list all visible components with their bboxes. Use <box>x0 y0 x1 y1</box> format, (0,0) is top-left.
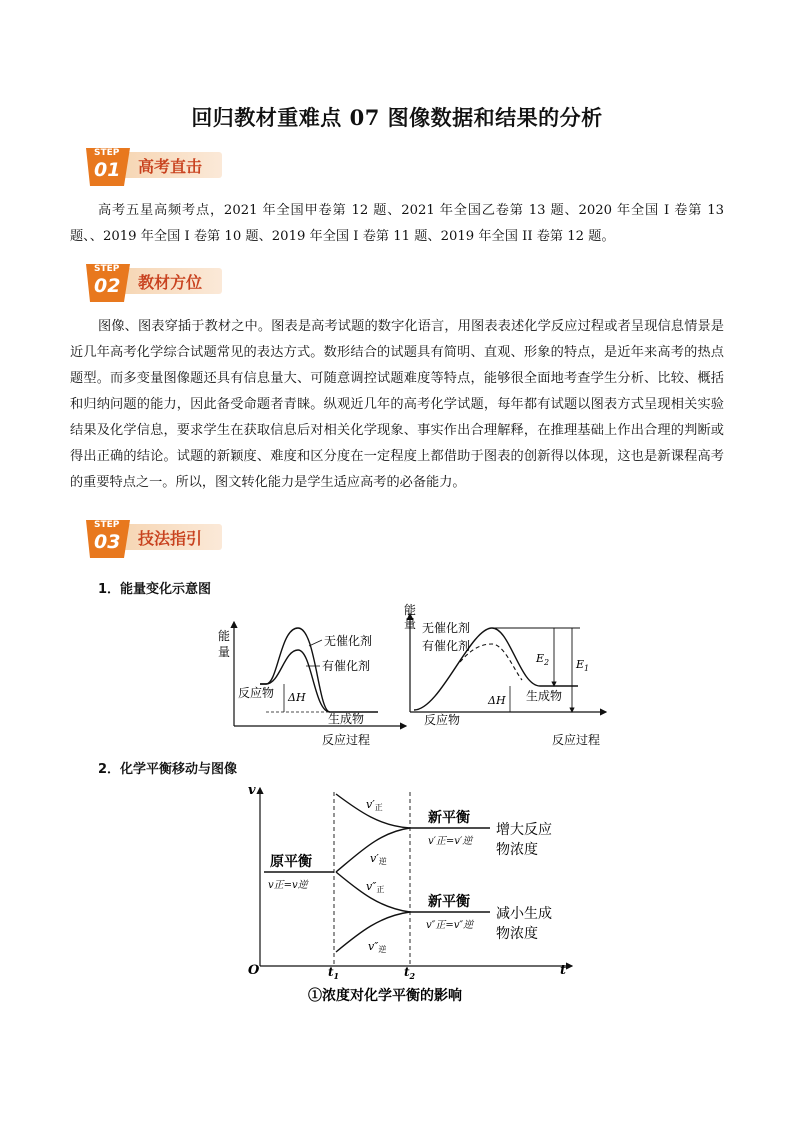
y-label-top: 能 <box>218 629 231 643</box>
section-label: 高考直击 <box>138 157 203 176</box>
energy-diagram-1 <box>210 600 410 750</box>
v-reverse-2-label: v″逆 <box>368 940 387 954</box>
figure-caption: ①浓度对化学平衡的影响 <box>308 988 462 1004</box>
x-axis-label: 反应过程 <box>322 733 371 747</box>
with-catalyst-label: 有催化剂 <box>322 659 371 673</box>
v-forward-2-label: v″正 <box>366 880 385 894</box>
paragraph-textbook: 图像、图表穿插于教材之中。图表是高考试题的数字化语言，用图表表述化学反应过程或者呈现信息情景是近几年高考化学综合试题常见的表达方式。数形结合的试题具有简明、直观、形象的特点，是近年来高考的热点题型。而多变量图像题还具有信息量大、可随意调控试题难度等特点，能够很全面地考查学生分析、比较、概括和归纳问题的能力，因此备受命题者青睐。纵观近几年的高考化学试题，每年都有试题以图表方式呈现相关实验结果及化学信息，要求学生在获取信息后对相关化学现象、事实作出合理解释，在推理基础上作出合理的判断或得出正确的结论。试题的新颖度、难度和区分度在一定程度上都借助于图表的创新得以体现，这也是新课程高考的重要特点之一。所以，图文转化能力是学生适应高考的必备能力。 <box>70 319 724 490</box>
subheading-energy: 1．能量变化示意图 <box>98 582 212 597</box>
step-number: 01 <box>94 159 121 181</box>
reactant-label: 反应物 <box>424 713 461 727</box>
x-axis-label: 反应过程 <box>552 733 601 747</box>
product-label: 生成物 <box>328 712 365 726</box>
step-word: STEP <box>94 520 120 530</box>
t1-label: $t_1$ <box>328 965 340 981</box>
v-axis-label: v <box>248 783 256 798</box>
paragraph-exam: 高考五星高频考点，2021 年全国甲卷第 12 题、2021 年全国乙卷第 13 题、2020 年全国 I 卷第 13 题、、2019 年全国 I 卷第 10 题、2019 年全国 I 卷第 11 题、2019 年全国 II 卷第 12 题。 <box>70 203 724 244</box>
step-number: 02 <box>94 275 121 297</box>
e1-label: $E_1$ <box>576 658 590 673</box>
increase-note-2: 物浓度 <box>496 842 538 858</box>
decrease-note-2: 物浓度 <box>496 926 538 942</box>
y-label-bottom: 量 <box>218 645 231 659</box>
delta-h-label: ΔH <box>488 694 506 707</box>
v-forward-1-label: v′正 <box>366 798 383 812</box>
page-title: 回归教材重难点 07 图像数据和结果的分析 <box>191 105 603 130</box>
decrease-note-1: 减小生成 <box>496 906 552 922</box>
t-axis-label: t <box>560 963 567 978</box>
new-equilibrium-2-label: 新平衡 <box>428 894 470 910</box>
section-header-1 <box>84 146 234 190</box>
product-label: 生成物 <box>526 689 563 703</box>
e2-label: $E_2$ <box>536 652 550 667</box>
no-catalyst-label: 无催化剂 <box>422 621 471 635</box>
step-number: 03 <box>94 531 121 553</box>
new-equilibrium-1-label: 新平衡 <box>428 810 470 826</box>
t2-label: $t_2$ <box>404 965 416 981</box>
new-equilibrium-2-formula: v″正=v″逆 <box>426 920 474 931</box>
section-label: 技法指引 <box>138 529 203 548</box>
section-header-2 <box>84 262 234 306</box>
equilibrium-diagram <box>240 782 580 1010</box>
original-equilibrium-formula: v正=v逆 <box>268 880 308 891</box>
increase-note-1: 增大反应 <box>496 822 552 838</box>
section-label: 教材方位 <box>138 273 203 292</box>
step-word: STEP <box>94 148 120 158</box>
no-catalyst-label: 无催化剂 <box>324 634 373 648</box>
step-word: STEP <box>94 264 120 274</box>
section-header-3 <box>84 518 234 562</box>
y-label-top: 能 <box>404 603 417 617</box>
reactant-label: 反应物 <box>238 686 275 700</box>
origin-label: O <box>248 963 260 978</box>
energy-diagram-2 <box>400 600 610 750</box>
subheading-equilibrium: 2．化学平衡移动与图像 <box>98 762 238 777</box>
delta-h-label: ΔH <box>288 691 306 704</box>
original-equilibrium-label: 原平衡 <box>270 854 312 870</box>
with-catalyst-label: 有催化剂 <box>422 639 471 653</box>
y-label-bottom: 量 <box>404 617 417 631</box>
v-reverse-1-label: v′逆 <box>370 852 387 866</box>
new-equilibrium-1-formula: v′正=v′逆 <box>428 836 473 847</box>
